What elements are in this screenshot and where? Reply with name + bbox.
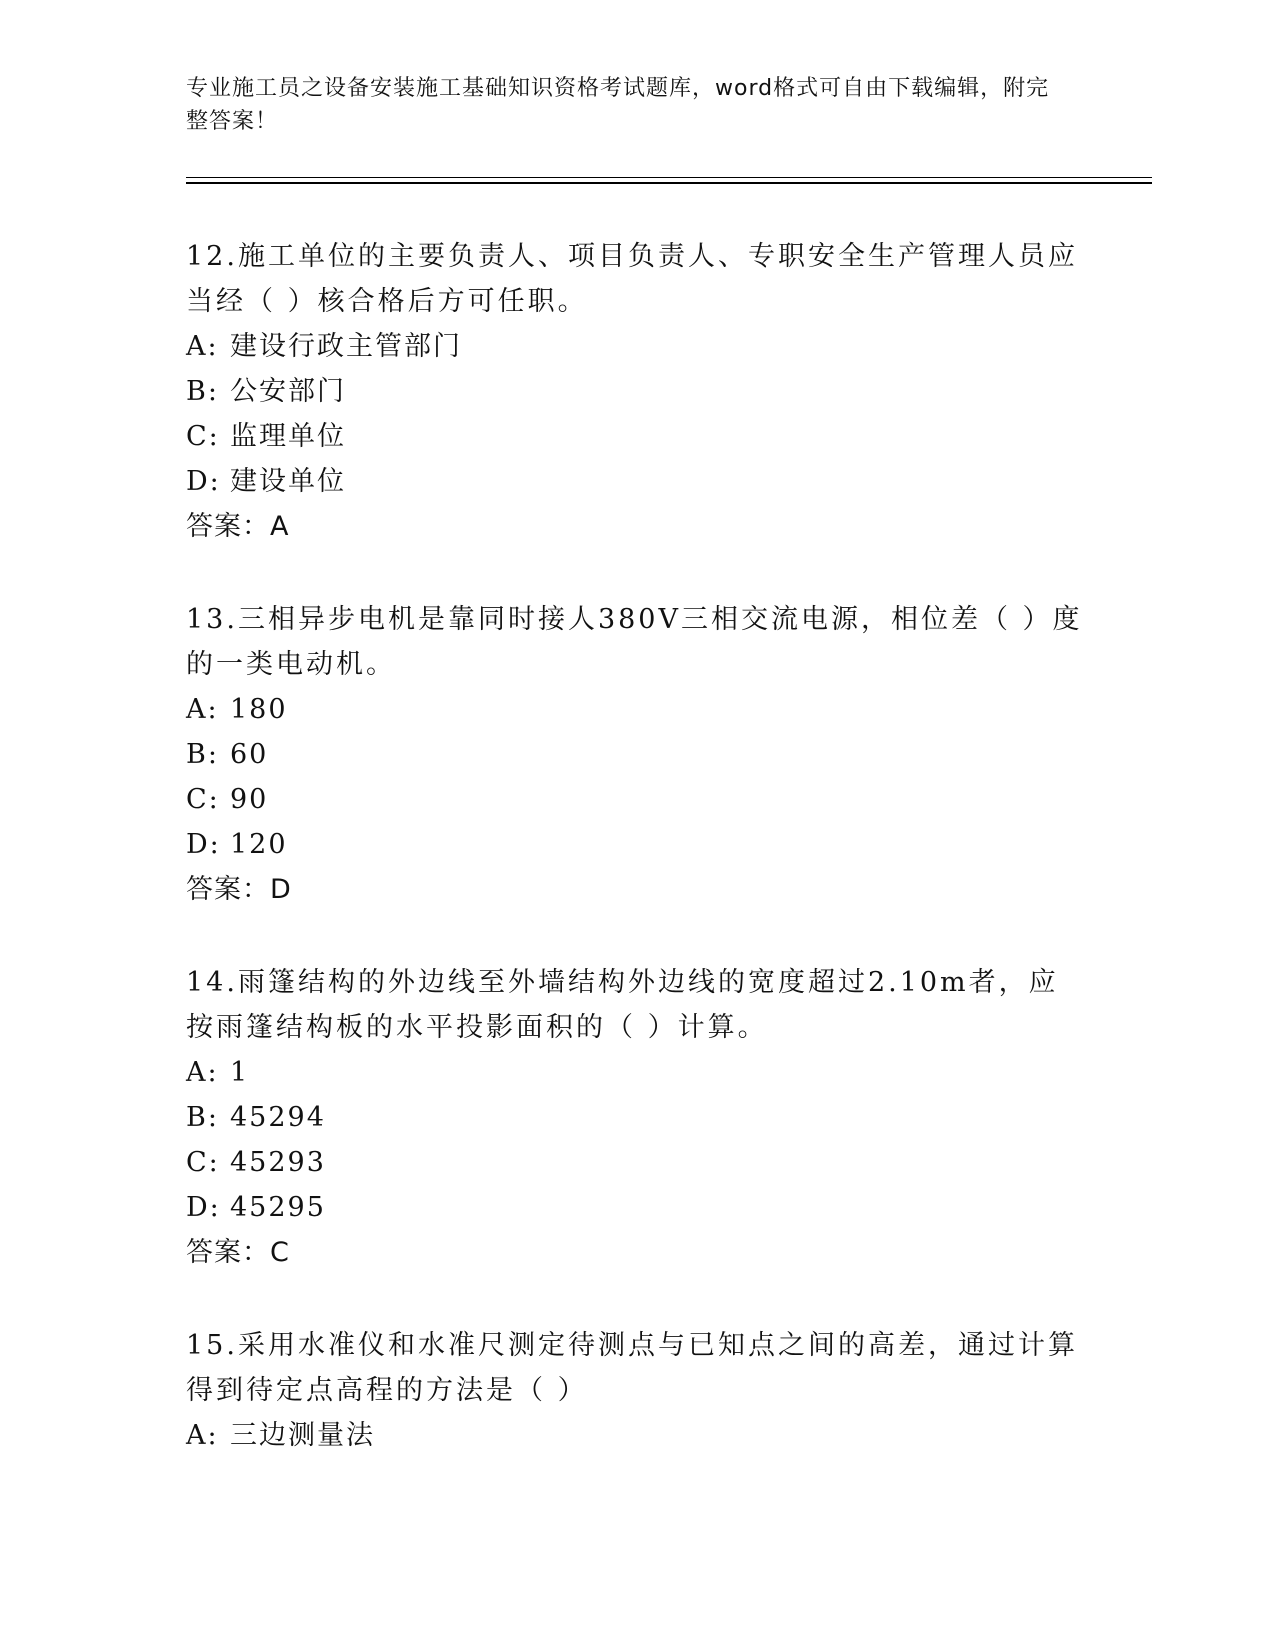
option-d	[186, 822, 1086, 867]
option-text: 120	[230, 829, 288, 860]
option-letter: D:	[186, 466, 221, 497]
option-letter: D:	[186, 829, 221, 860]
option-d	[186, 459, 1086, 504]
option-a	[186, 324, 1086, 369]
option-text: 三边测量法	[230, 1420, 375, 1451]
option-text: 公安部门	[230, 376, 346, 407]
option-text: 90	[230, 784, 269, 815]
question-stem: 13.三相异步电机是靠同时接人380V三相交流电源，相位差（ ）度的一类电动机。	[186, 604, 1083, 680]
option-letter: C:	[186, 784, 220, 815]
option-letter: A:	[186, 694, 219, 725]
option-letter: A:	[186, 331, 219, 362]
option-text: 60	[230, 739, 269, 770]
question-stem: 12.施工单位的主要负责人、项目负责人、专职安全生产管理人员应当经（ ）核合格后方可任职。	[186, 241, 1078, 317]
option-letter: D:	[186, 1192, 221, 1223]
option-a	[186, 687, 1086, 732]
option-b	[186, 1095, 1086, 1140]
header-divider-thick	[186, 182, 1152, 184]
header-divider-thin	[186, 177, 1152, 178]
option-b	[186, 732, 1086, 777]
option-b	[186, 369, 1086, 414]
answer-line: 答案：D	[186, 874, 292, 905]
option-d	[186, 1185, 1086, 1230]
document-header: 专业施工员之设备安装施工基础知识资格考试题库，word格式可自由下载编辑，附完整答案！	[186, 76, 1050, 134]
option-letter: B:	[186, 1102, 219, 1133]
question-12	[186, 234, 1086, 550]
option-letter: B:	[186, 739, 219, 770]
option-text: 1	[230, 1057, 250, 1088]
option-letter: A:	[186, 1420, 219, 1451]
option-c	[186, 414, 1086, 459]
option-letter: A:	[186, 1057, 219, 1088]
option-c	[186, 777, 1086, 822]
option-a	[186, 1050, 1086, 1095]
question-stem: 15.采用水准仪和水准尺测定待测点与已知点之间的高差，通过计算得到待定点高程的方法是（ ）	[186, 1330, 1078, 1406]
option-letter: B:	[186, 376, 219, 407]
question-15	[186, 1323, 1086, 1458]
option-letter: C:	[186, 421, 220, 452]
question-13	[186, 597, 1086, 913]
option-text: 建设行政主管部门	[230, 331, 462, 362]
option-text: 45294	[230, 1102, 326, 1133]
option-c	[186, 1140, 1086, 1185]
option-letter: C:	[186, 1147, 220, 1178]
answer-line: 答案：C	[186, 1237, 290, 1268]
option-text: 监理单位	[230, 421, 346, 452]
option-text: 45295	[230, 1192, 326, 1223]
question-14	[186, 960, 1086, 1276]
option-a	[186, 1413, 1086, 1458]
option-text: 建设单位	[230, 466, 346, 497]
answer-line: 答案：A	[186, 511, 290, 542]
question-stem: 14.雨篷结构的外边线至外墙结构外边线的宽度超过2.10m者，应按雨篷结构板的水平投影面积的（ ）计算。	[186, 967, 1059, 1043]
option-text: 45293	[230, 1147, 326, 1178]
option-text: 180	[230, 694, 288, 725]
